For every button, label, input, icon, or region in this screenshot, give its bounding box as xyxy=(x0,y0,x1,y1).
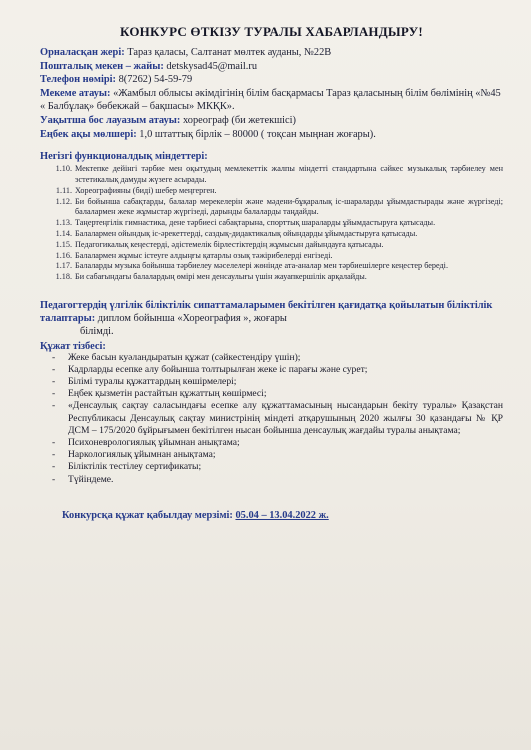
info-email xyxy=(40,60,503,74)
duty-text: Би сабағындағы балалардың өмірі мен денсаулығы үшін жауапкершілік арқалайды. xyxy=(75,272,367,282)
deadline xyxy=(62,510,503,521)
duty-number: 1.13. xyxy=(55,218,72,228)
doc-text: Психоневрологиялық ұйымнан анықтама; xyxy=(68,436,240,448)
duty-text: Балалармен жұмыс істеуге алдыңғы қатарлы озық тәжірибелерді енгізеді. xyxy=(75,250,333,260)
doc-item xyxy=(40,461,503,473)
info-location xyxy=(40,46,503,60)
info-value: хореограф (би жетекшісі) xyxy=(180,114,296,126)
duty-item xyxy=(40,218,503,229)
duty-text: Мектепке дейінгі тәрбие мен оқытудың мемлекеттік жалпы міндетті стандартына сәйкес музыкалық тәрбиелеу мен эстетикалық дамуды жүзеге асырады. xyxy=(75,164,503,184)
info-value: detskysad45@mail.ru xyxy=(163,60,258,72)
duty-number: 1.12. xyxy=(55,196,72,206)
doc-text: «Денсаулық сақтау саласындағы есепке алу құжаттамасының нысандарын бекіту туралы» Қазақстан Республикасы Денсаулық сақтау министрінің міндеті атқарушының 2020 жылғы 30 қазандағы № ҚР ДСМ – 175/2020 бұйрығымен бекітілген нысан бойынша денсаулық жағдайы туралы анықтама; xyxy=(68,400,503,436)
duty-item xyxy=(40,240,503,251)
doc-text: Наркологиялық ұйымнан анықтама; xyxy=(68,449,216,461)
duty-number: 1.10. xyxy=(55,164,72,174)
duties-heading: Негізгі функционалдық міндеттері: xyxy=(40,151,208,163)
duty-text: Таңертеңгілік гимнастика, дене тәрбиесі сабақтарына, спорттық шараларды ұйымдастыруға қатысады. xyxy=(75,218,436,228)
info-label: Телефон нөмірі: xyxy=(40,74,116,86)
info-value: 8(7262) 54-59-79 xyxy=(115,74,193,86)
duty-item xyxy=(40,272,503,283)
doc-text: Еңбек қызметін растайтын құжаттың көшірмесі; xyxy=(68,388,267,400)
doc-item xyxy=(40,364,503,376)
duty-number: 1.15. xyxy=(55,239,72,249)
info-value: «Жамбыл облысы әкімдігінің білім басқармасы Тараз қаласының білім бөлімінің «№45 « Балбұлақ» бөбекжай – бақшасы» МКҚК». xyxy=(40,87,501,113)
duty-number: 1.17. xyxy=(55,261,72,271)
deadline-label: Конкурсқа құжат қабылдау мерзімі: xyxy=(62,509,236,521)
doc-dash: - xyxy=(52,363,56,375)
requirements-paragraph xyxy=(40,299,503,325)
duty-text: Балалармен ойындық іс-әрекеттерді, саздық-дидактикалық ойындарды ұйымдастыруға қатысады. xyxy=(75,228,418,238)
doc-dash: - xyxy=(52,473,56,485)
duty-text: Балаларды музыка бойынша тәрбиелеу мәселелері жөнінде ата-аналар мен тәрбиешілерге кеңестер береді. xyxy=(75,261,448,271)
doc-dash: - xyxy=(52,388,56,400)
requirements-value-cont: білімді. xyxy=(80,326,114,338)
doc-dash: - xyxy=(52,436,56,448)
doc-item xyxy=(40,437,503,449)
duty-item xyxy=(40,164,503,186)
duties-list xyxy=(40,164,503,283)
info-phone xyxy=(40,73,503,87)
doc-text: Білімі туралы құжаттардың көшірмелері; xyxy=(68,375,237,387)
duty-number: 1.14. xyxy=(55,228,72,238)
info-value: 1,0 штаттық бірлік – 80000 ( тоқсан мыңнан жоғары). xyxy=(136,128,376,140)
doc-item xyxy=(40,449,503,461)
info-label: Мекеме атауы: xyxy=(40,87,111,99)
duty-number: 1.11. xyxy=(55,185,72,195)
duty-text: Хореографияны (биді) шебер меңгерген. xyxy=(75,185,217,195)
duty-text: Педагогикалық кеңестерді, әдістемелік бірлестіктердің жұмысын дайындауға қатысады. xyxy=(75,239,384,249)
info-vacancy xyxy=(40,114,503,128)
document-title: КОНКУРС ӨТКІЗУ ТУРАЛЫ ХАБАРЛАНДЫРУ! xyxy=(120,24,423,39)
docs-heading: Құжат тізбесі: xyxy=(40,340,106,352)
info-label: Уақытша бос лауазым атауы: xyxy=(40,114,181,126)
duty-item xyxy=(40,229,503,240)
doc-text: Кадрларды есепке алу бойынша толтырылған жеке іс парағы және сурет; xyxy=(68,363,368,375)
doc-text: Түйіндеме. xyxy=(68,473,114,485)
doc-text: Біліктілік тестілеу сертификаты; xyxy=(68,461,202,473)
info-institution xyxy=(40,87,503,114)
doc-item xyxy=(40,474,503,486)
docs-list xyxy=(40,352,503,486)
info-value: Тараз қаласы, Салтанат мөлтек ауданы, №22В xyxy=(124,47,332,58)
info-label: Пошталық мекен – жайы: xyxy=(40,60,164,72)
doc-text: Жеке басын куәландыратын құжат (сәйкестендіру үшін); xyxy=(68,351,301,363)
requirements-heading: Педагогтердің үлгілік біліктілік сипаттамаларымен бекітілген қағидатқа қойылатын біліктілік талаптары: xyxy=(40,299,493,325)
info-block xyxy=(40,46,503,141)
doc-dash: - xyxy=(52,461,56,473)
duty-text: Би бойынша сабақтарды, балалар мерекелерін және мәдени-бұқаралық іс-шараларды ұйымдастырады және жүргізеді; балалармен жеке жұмыстар жүргізеді, дарынды балаларды таңдайды. xyxy=(75,196,503,217)
doc-item xyxy=(40,352,503,364)
duty-number: 1.16. xyxy=(55,250,72,260)
requirements-value: диплом бойынша «Хореография », жоғары xyxy=(95,313,287,325)
doc-item xyxy=(40,400,503,437)
info-salary xyxy=(40,128,503,142)
doc-dash: - xyxy=(52,375,56,387)
info-label: Орналасқан жері: xyxy=(40,47,125,58)
doc-dash: - xyxy=(52,351,56,363)
duty-item xyxy=(40,186,503,197)
doc-item xyxy=(40,376,503,388)
doc-item xyxy=(40,388,503,400)
duty-number: 1.18. xyxy=(55,272,72,282)
doc-dash: - xyxy=(52,449,56,461)
info-label: Еңбек ақы мөлшері: xyxy=(40,128,137,140)
duty-item xyxy=(40,251,503,262)
doc-dash: - xyxy=(52,400,56,412)
duty-item xyxy=(40,197,503,219)
deadline-value: 05.04 – 13.04.2022 ж. xyxy=(235,509,329,521)
duty-item xyxy=(40,261,503,272)
